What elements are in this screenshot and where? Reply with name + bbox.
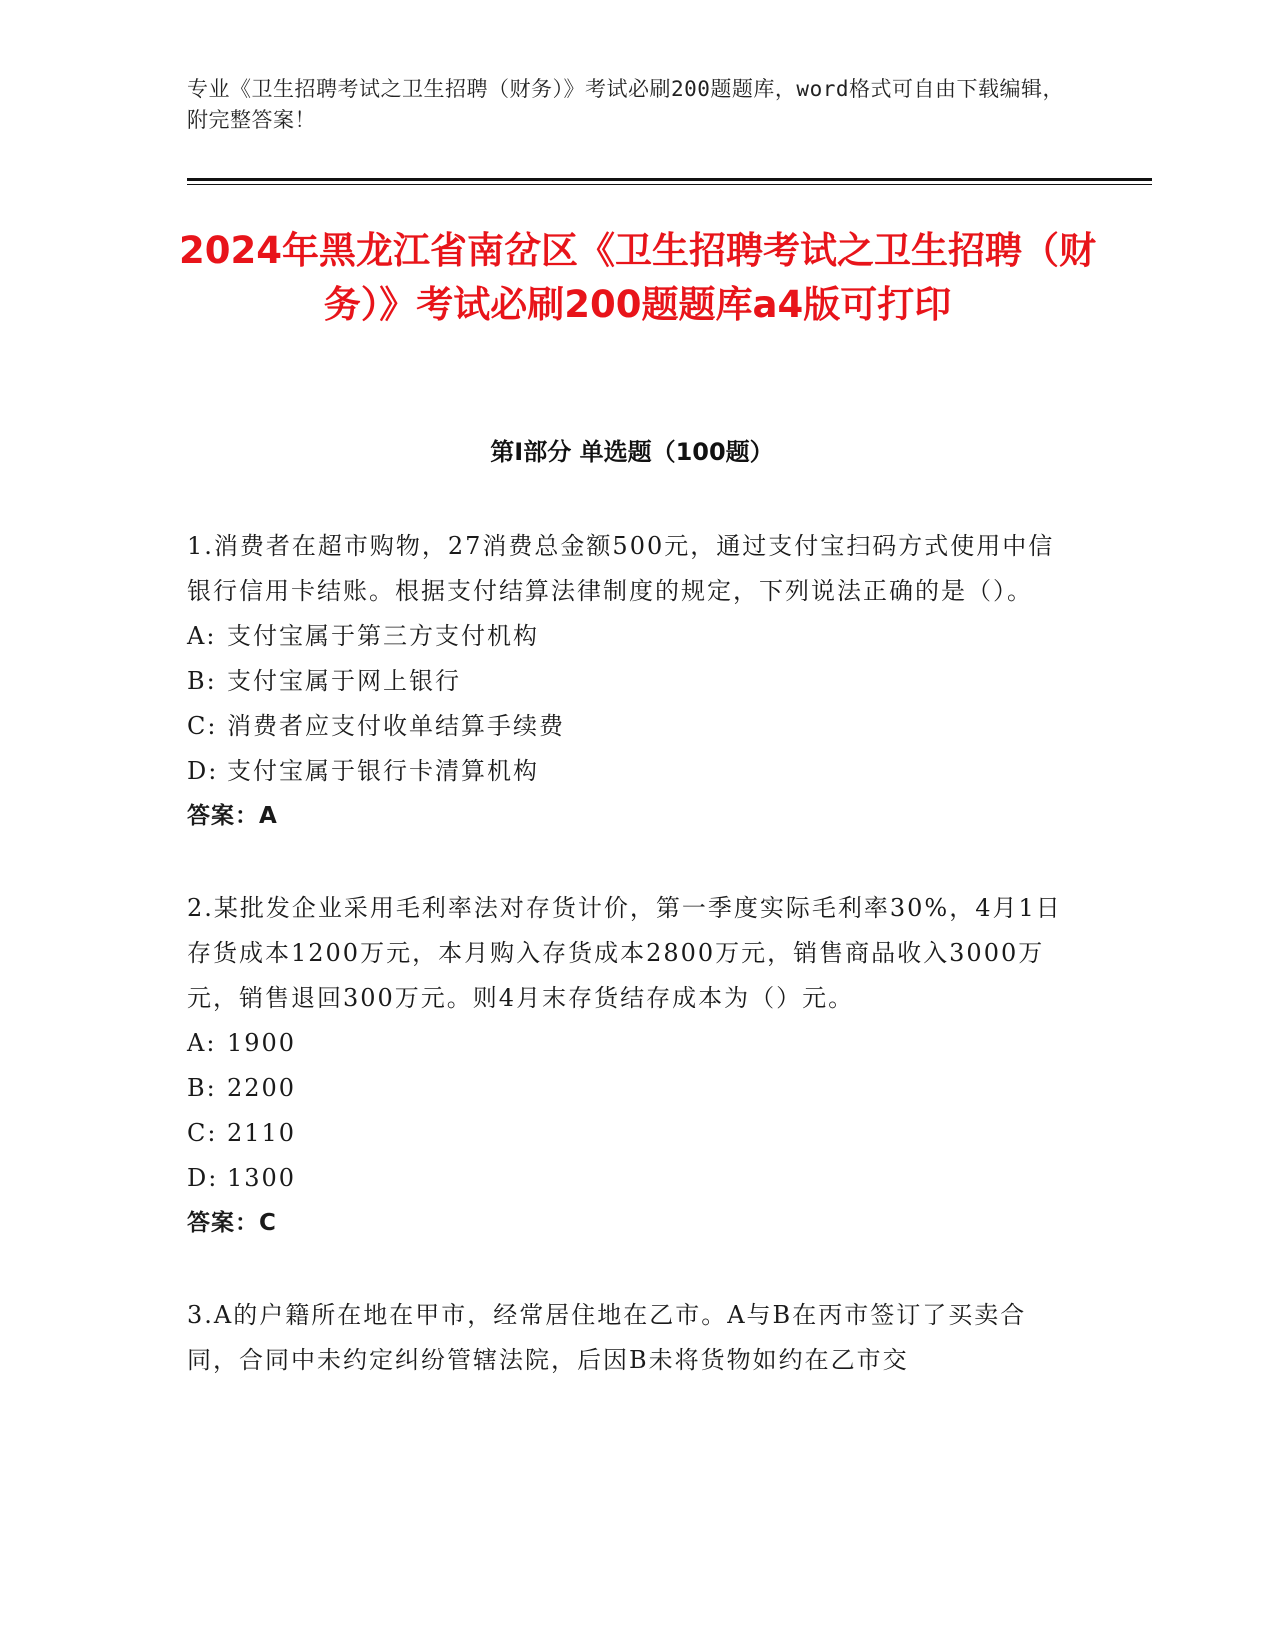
- question-list: [187, 524, 1077, 1430]
- option-letter: D:: [187, 757, 219, 785]
- option-letter: A:: [187, 622, 217, 650]
- question-3: [187, 1293, 1077, 1383]
- option-letter: A:: [187, 1029, 217, 1057]
- option-text: 1300: [227, 1164, 297, 1192]
- option-c: [187, 704, 1077, 749]
- option-letter: C:: [187, 1119, 218, 1147]
- option-text: 2200: [227, 1074, 297, 1102]
- header-note: 专业《卫生招聘考试之卫生招聘（财务）》考试必刷200题题库，word格式可自由下载编辑，附完整答案！: [187, 77, 1064, 132]
- question-1: [187, 524, 1077, 839]
- section-heading: 第I部分 单选题（100题）: [490, 438, 774, 466]
- option-text: 消费者应支付收单结算手续费: [227, 712, 565, 740]
- document-title: 2024年黑龙江省南岔区《卫生招聘考试之卫生招聘（财务）》考试必刷200题题库a4版可打印: [179, 229, 1096, 326]
- option-text: 支付宝属于第三方支付机构: [227, 622, 539, 650]
- option-c: [187, 1111, 1077, 1156]
- option-letter: B:: [187, 1074, 217, 1102]
- option-text: 支付宝属于银行卡清算机构: [227, 757, 539, 785]
- question-stem: 1.消费者在超市购物，27消费总金额500元，通过支付宝扫码方式使用中信银行信用卡结账。根据支付结算法律制度的规定，下列说法正确的是（）。: [187, 532, 1055, 605]
- option-b: [187, 1066, 1077, 1111]
- option-text: 2110: [227, 1119, 297, 1147]
- question-stem: 2.某批发企业采用毛利率法对存货计价，第一季度实际毛利率30%，4月1日存货成本1200万元，本月购入存货成本2800万元，销售商品收入3000万元，销售退回300万元。则4月末存货结存成本为（）元。: [187, 894, 1062, 1012]
- option-text: 支付宝属于网上银行: [227, 667, 461, 695]
- header-divider: [187, 178, 1152, 181]
- option-b: [187, 659, 1077, 704]
- option-letter: D:: [187, 1164, 219, 1192]
- option-letter: B:: [187, 667, 217, 695]
- option-text: 1900: [227, 1029, 297, 1057]
- option-d: [187, 749, 1077, 794]
- option-a: [187, 1021, 1077, 1066]
- header-divider-thin: [187, 184, 1152, 185]
- answer-label: 答案：C: [187, 1210, 277, 1236]
- option-letter: C:: [187, 712, 218, 740]
- question-stem: 3.A的户籍所在地在甲市，经常居住地在乙市。A与B在丙市签订了买卖合同，合同中未约定纠纷管辖法院，后因B未将货物如约在乙市交: [187, 1301, 1027, 1374]
- question-2: [187, 886, 1077, 1246]
- answer-label: 答案：A: [187, 803, 278, 829]
- option-a: [187, 614, 1077, 659]
- option-d: [187, 1156, 1077, 1201]
